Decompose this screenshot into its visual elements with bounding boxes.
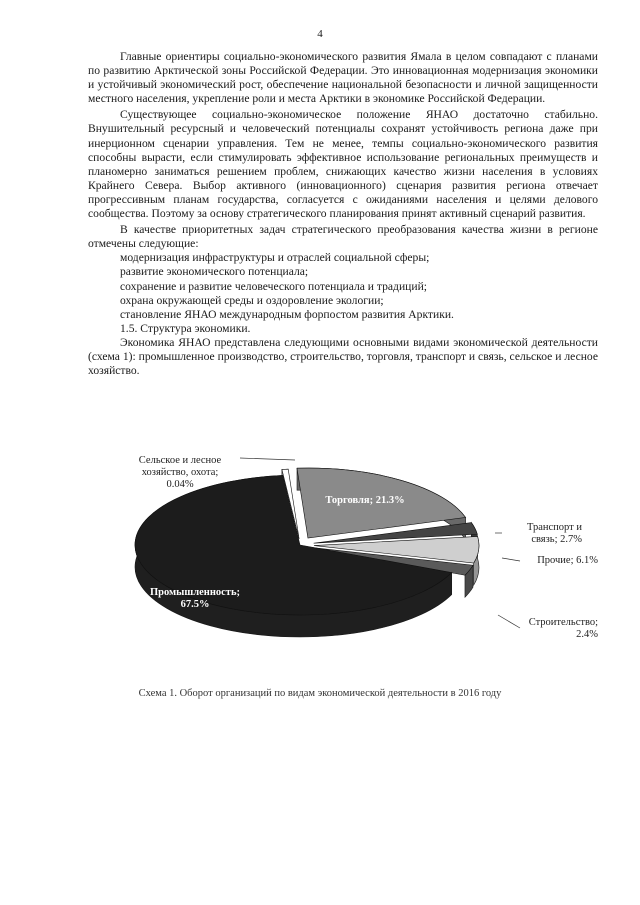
leader-other — [502, 558, 520, 561]
label-transport: Транспорт и связь; 2.7% — [526, 522, 582, 545]
pie-chart — [100, 445, 620, 665]
list-item: развитие экономического потенциала; — [120, 265, 309, 279]
leader-agriculture — [240, 458, 295, 460]
paragraph: В качестве приоритетных задач стратегического преобразования качества жизни в регионе отмечены следующие: — [88, 223, 598, 251]
label-trade: Торговля; 21.3% — [325, 495, 405, 506]
list-item: модернизация инфраструктуры и отраслей социальной сферы; — [120, 251, 430, 265]
document-body — [88, 50, 598, 378]
label-agriculture: Сельское и лесное хозяйство, охота; 0.04% — [138, 455, 222, 490]
priority-list — [88, 251, 598, 321]
page-number: 4 — [317, 28, 323, 40]
label-construction: Строительство; 2.4% — [528, 617, 598, 640]
paragraph: Главные ориентиры социально-экономического развития Ямала в целом совпадают с планами по развитию Арктической зоны Российской Федерации. Это инновационная модернизация экономики и устойчивый экономический рост, обеспечение национальной безопасности и личной защищенности местного населения, укрепление роли и места Арктики в экономике Российской Федерации. — [88, 50, 598, 106]
section-heading: 1.5. Структура экономики. — [120, 321, 251, 335]
label-industry: Промышленность; 67.5% — [149, 587, 241, 610]
label-other: Прочие; 6.1% — [537, 555, 598, 566]
list-item: сохранение и развитие человеческого потенциала и традиций; — [120, 279, 427, 293]
pie-chart-svg — [100, 445, 620, 665]
paragraph: Экономика ЯНАО представлена следующими основными видами экономической деятельности (схема 1): промышленное производство, строительство, торговля, транспорт и связь, сельское и лесное хозяйство. — [88, 335, 598, 378]
list-item: становление ЯНАО международным форпостом развития Арктики. — [120, 307, 454, 321]
leader-construction — [498, 615, 520, 628]
paragraph: Существующее социально-экономическое положение ЯНАО достаточно стабильно. Внушительный ресурсный и человеческий потенциалы сохранят устойчивость региона даже при инерционном сценарии управления. Тем не менее, темпы социально-экономического развития способны вырасти, если стимулировать эффективное использование региональных преимуществ и планомерно заниматься решением проблем, снижающих качество жизни населения в условиях Крайнего Севера. Выбор активного (инновационного) сценария развития региона отвечает прогрессивным планам государства, согласуется с ожиданиями населения и целями делового сообщества. Поэтому за основу стратегического планирования принят активный сценарий развития. — [88, 108, 598, 221]
chart-caption: Схема 1. Оборот организаций по видам экономической деятельности в 2016 году — [138, 688, 502, 699]
list-item: охрана окружающей среды и оздоровление экологии; — [120, 293, 384, 307]
